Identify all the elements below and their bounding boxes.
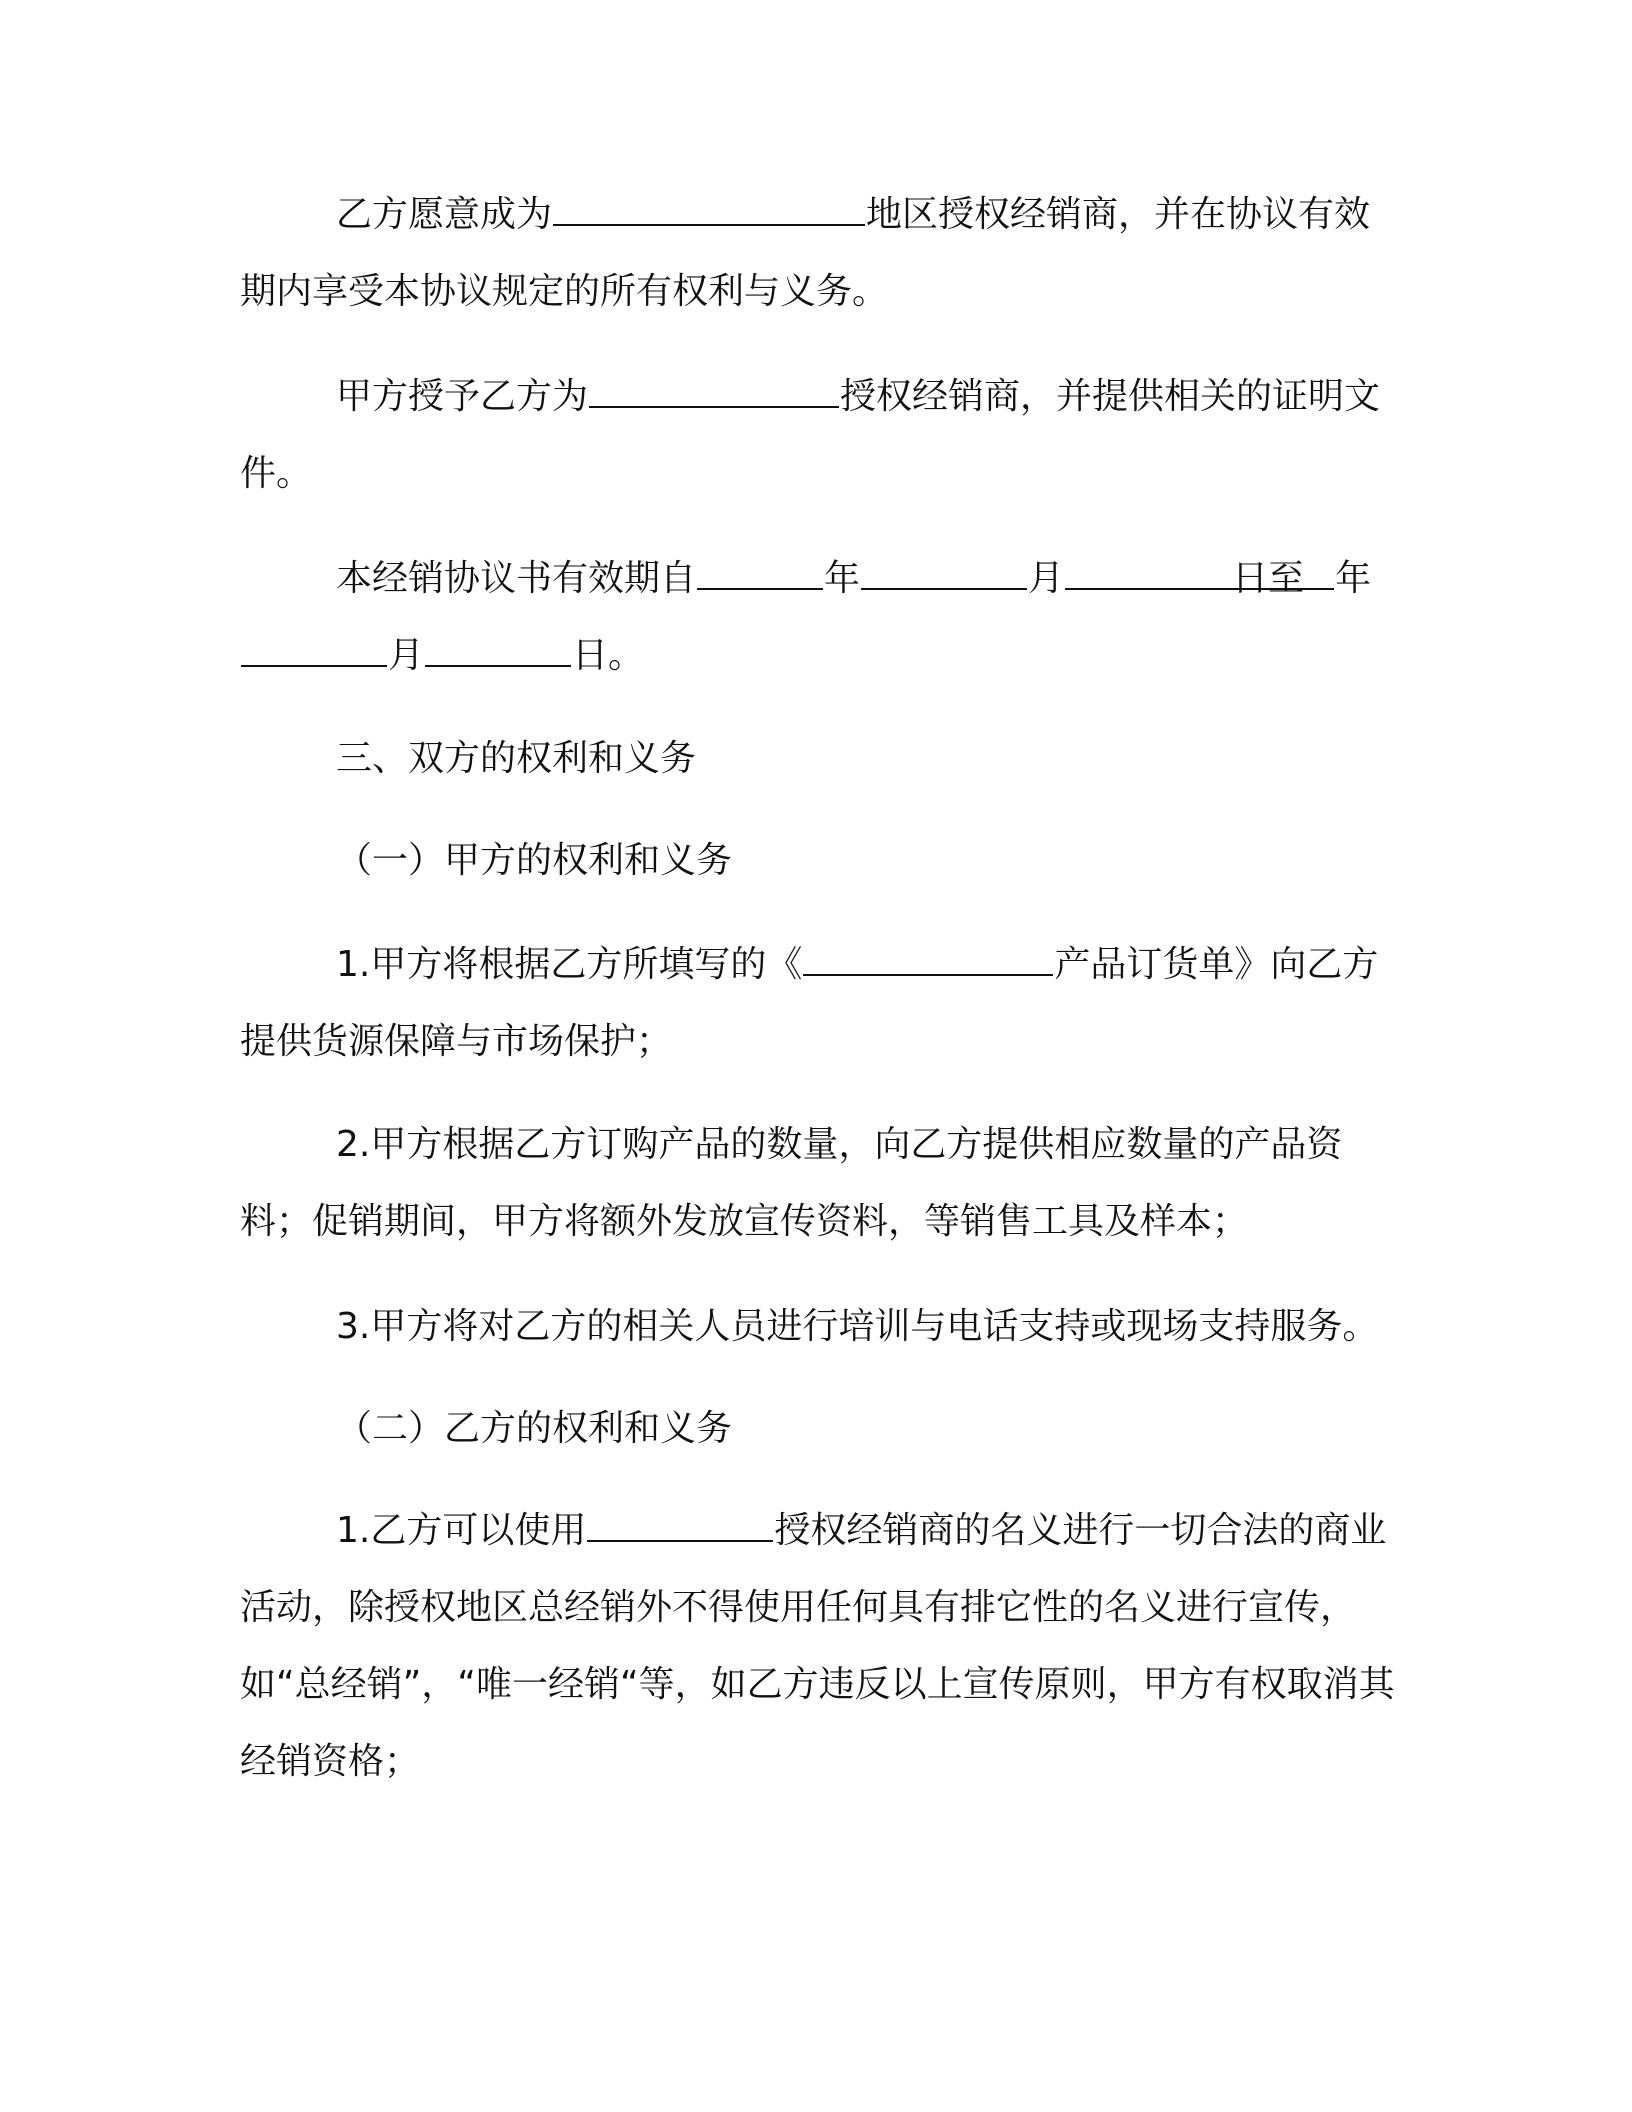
paragraph-text: 年 [824, 558, 861, 599]
paragraph-text: 年 [1335, 558, 1372, 599]
paragraph-text: 日。 [572, 635, 645, 676]
paragraph-validity-period [240, 540, 1400, 694]
paragraph-text: 甲方授予乙方为 [336, 376, 589, 417]
paragraph-text: 1.乙方可以使用 [336, 1510, 587, 1551]
paragraph-supply-guarantee [240, 926, 1400, 1080]
blank-line [1065, 558, 1231, 590]
paragraph-text: 日至 [1232, 558, 1305, 599]
subsection-heading: （一）甲方的权利和义务 [336, 840, 733, 881]
blank-line [861, 558, 1027, 590]
blank-line [803, 944, 1053, 976]
paragraph-text: 地区授权经销商，并在协议有效期内享受本协议规定的所有权利与义务。 [240, 194, 1371, 312]
blank-line [241, 635, 387, 667]
section-heading: 三、双方的权利和义务 [336, 738, 697, 779]
blank-line [587, 1510, 773, 1542]
paragraph-product-materials: 2.甲方根据乙方订购产品的数量，向乙方提供相应数量的产品资料；促销期间，甲方将额外发放宣传资料，等销售工具及样本； [240, 1124, 1343, 1242]
paragraph-text: 1.甲方将根据乙方所填写的《 [336, 944, 803, 985]
paragraph-authorization-grant [240, 358, 1400, 512]
subsection-heading: （二）乙方的权利和义务 [336, 1408, 733, 1449]
paragraph-authorized-region [240, 176, 1400, 330]
blank-line [589, 376, 839, 408]
paragraph-text: 本经销协议书有效期自 [336, 558, 697, 599]
paragraph-text: 乙方愿意成为 [336, 194, 553, 235]
blank-line [553, 194, 865, 226]
paragraph-training-support: 3.甲方将对乙方的相关人员进行培训与电话支持或现场支持服务。 [336, 1306, 1379, 1347]
blank-line [425, 635, 571, 667]
paragraph-text: 授权经销商，并提供相关的证明文件。 [240, 376, 1381, 494]
blank-line [697, 558, 823, 590]
paragraph-party-b-rights [240, 1492, 1400, 1800]
paragraph-text: 产品订货单》向乙方提供货源保障与市场保护； [240, 944, 1379, 1062]
paragraph-text: 授权经销商的名义进行一切合法的商业活动，除授权地区总经销外不得使用任何具有排它性的名义进行宣传，如“总经销”，“唯一经销“等，如乙方违反以上宣传原则，甲方有权取消其经销资格； [240, 1510, 1395, 1782]
paragraph-text: 月 [388, 635, 425, 676]
blank-line [1208, 558, 1334, 590]
paragraph-text: 月 [1028, 558, 1065, 599]
